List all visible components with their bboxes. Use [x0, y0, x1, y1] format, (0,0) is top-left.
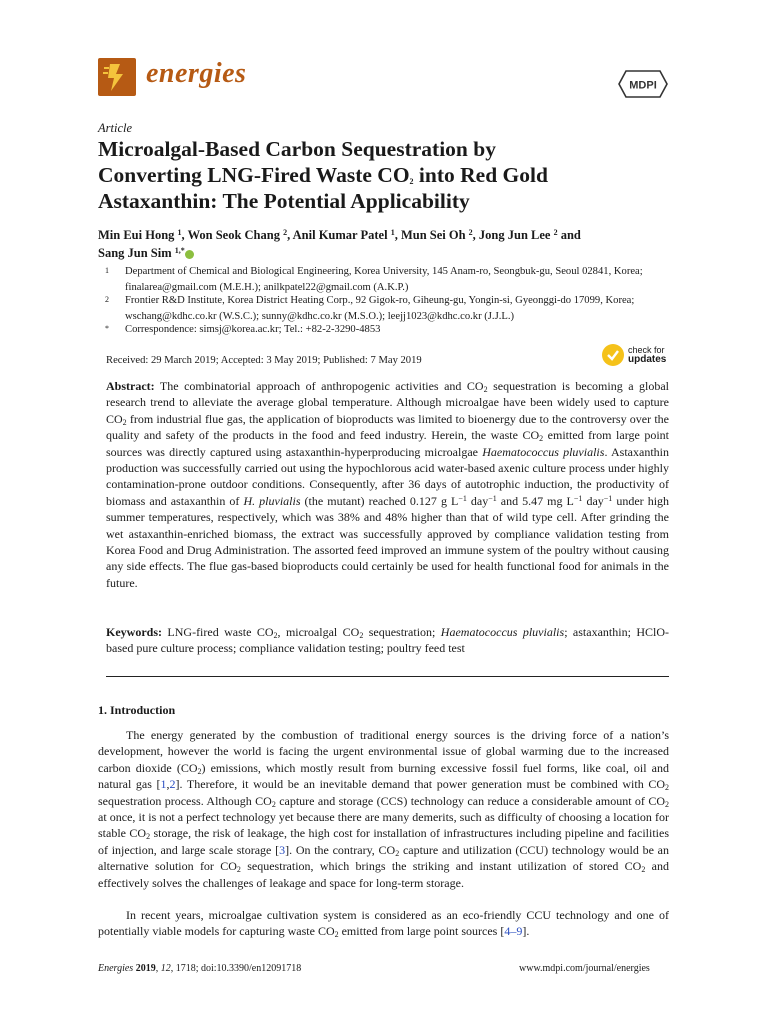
keywords: Keywords: LNG-fired waste $CO_2$, microalgal $CO_2$ sequestration; Haematococcus pluvialis; astaxanthin; HClO-based pure culture process; compliance validation testing; poultry feed test	[106, 625, 669, 656]
citation-link[interactable]: 4–9	[504, 924, 523, 939]
title-line-1: Microalgal-Based Carbon Sequestration by	[98, 137, 496, 161]
affiliation-1: 1 Department of Chemical and Biological Engineering, Korea University, 145 Anam-ro, Seongbuk-gu, Seoul 02841, Korea; finalarea@gmail.com (M.E.H.); anilkpatel22@gmail.com (A.K.P.)	[105, 266, 643, 293]
journal-name: energies	[146, 58, 247, 89]
intro-paragraph-1: The energy generated by the combustion of traditional energy sources is the driving force of a nation’s development, however the world is facing the urgent environmental issue of global warming due to the increased carbon dioxide $(CO_2)$ emissions, which mostly result from burning excessive fossil fuel forms, like coal, oil and natural gas [1,2]. Therefore, it would be an inevitable demand that power generation must be combined with $CO_2$ sequestration process. Although $CO_2$ capture and storage (CCS) technology can reduce a considerable amount of $CO_2$ at once, it is not a perfect technology yet because there are many demerits, such as difficulty of choosing a location for stable $CO_2$ storage, the risk of leakage, the high cost for installation of infrastructures including pipeline and facilities of injection, and large scale storage [3]. On the contrary, $CO_2$ capture and utilization (CCU) technology would be an alternative solution for $CO_2$ sequestration, which brings the striking and instant utilization of stored $CO_2$ and effectively solves the challenges of leakage and space for long-term storage.	[98, 728, 670, 890]
footer-journal-link[interactable]: www.mdpi.com/journal/energies	[519, 963, 650, 974]
author-list: Min Eui Hong $^1$, Won Seok Chang $^2$, Anil Kumar Patel $^1$, Mun Sei Oh $^2$, Jong Jun Lee $^2$ and Sang Jun Sim $^{1,*}$	[98, 228, 581, 260]
journal-logo-icon	[98, 58, 136, 96]
affiliation-2: 2 Frontier R&D Institute, Korea District Heating Corp., 92 Gigok-ro, Giheung-gu, Yongin-si, Gyeonggi-do 17099, Korea; wschang@kdhc.co.kr (W.S.C.); sunny@kdhc.co.kr (M.S.O.); leejj1023@kdhc.co.kr (J.J.L.)	[105, 295, 635, 322]
check-for-updates-button[interactable]: check for updates	[628, 345, 667, 365]
publication-dates: Received: 29 March 2019; Accepted: 3 May 2019; Published: 7 May 2019	[106, 355, 422, 366]
section-divider	[106, 676, 669, 677]
section-heading: 1. Introduction	[98, 703, 176, 717]
title-line-3: Astaxanthin: The Potential Applicability	[98, 189, 470, 213]
correspondence: * Correspondence: simsj@korea.ac.kr; Tel.: +82-2-3290-4853	[105, 324, 381, 335]
footer-citation: Energies 2019, 12, 1718; doi:10.3390/en12091718	[98, 963, 302, 974]
title-line-2: Converting LNG-Fired Waste $CO_2$ into Red Gold	[98, 163, 548, 187]
intro-paragraph-2: In recent years, microalgae cultivation system is considered as an eco-friendly CCU technology and one of potentially viable models for capturing waste $CO_2$ emitted from large point sources [4–9].	[98, 908, 669, 940]
publisher-name: MDPI	[629, 79, 657, 92]
orcid-icon[interactable]	[185, 250, 194, 259]
article-type: Article	[98, 121, 133, 135]
check-for-updates-icon[interactable]	[602, 344, 624, 366]
citation-link[interactable]: 3	[279, 842, 286, 857]
article-title	[98, 136, 678, 214]
citation-link[interactable]: 2	[169, 777, 176, 792]
abstract: Abstract: The combinatorial approach of anthropogenic activities and $CO_2$ sequestration is becoming a global research trend to alleviate the average global temperature. Although microalgae have been widely used to capture $CO_2$ from industrial flue gas, the application of bioproducts was limited to bioenergy due to the controversy over the quality and safety of the products in the food and feed industry. Herein, the waste $CO_2$ emitted from large point sources was directly captured using astaxanthin-hyperproducing microalgae Haematococcus pluvialis. Astaxanthin production was successfully carried out using the hypochlorous acid water-based axenic culture process under highly contamination-prone outdoor conditions. Consequently, after 36 days of autotrophic induction, the productivity of biomass and astaxanthin of H. pluvialis (the mutant) reached 0.127 g $L^{-1}$ day$^{-1}$ and 5.47 mg $L^{-1}$ day$^{-1}$ under high summer temperatures, respectively, which was 38% and 48% higher than that of wild type cell. After grinding the wet astaxanthin-enriched biomass, the extract was successfully approved by compliance validation testing from Korea Food and Drug Administration. The assorted feed improved an immune system of the poultry without causing any side effects. The flue gas-based bioproducts could certainly be used for health functional food for animals in the future.	[106, 379, 670, 590]
citation-link[interactable]: 1	[160, 777, 167, 792]
mdpi-logo-icon	[618, 70, 668, 98]
